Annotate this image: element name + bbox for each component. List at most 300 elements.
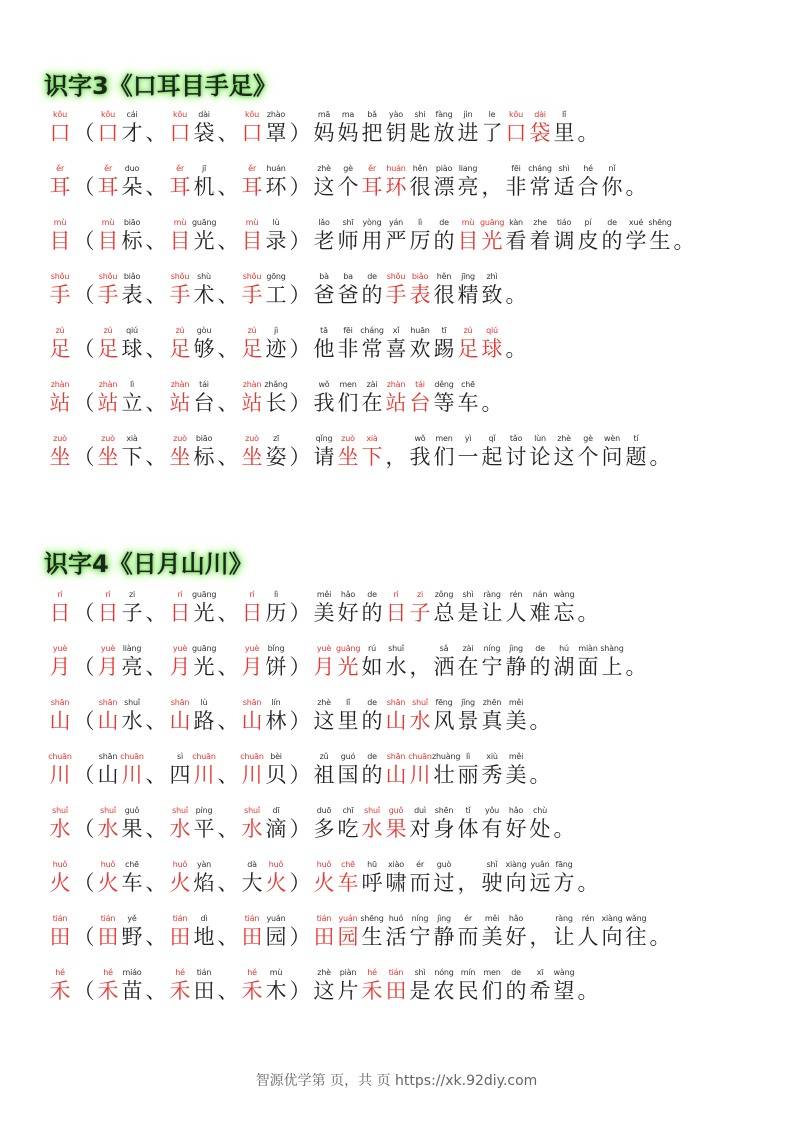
hanzi: 下 (121, 445, 143, 469)
char-unit (456, 164, 480, 200)
char-unit (384, 164, 408, 200)
hanzi: 田 (97, 925, 119, 949)
hanzi: 耳 (361, 175, 383, 199)
char-unit (528, 434, 552, 470)
pinyin: lì (465, 752, 471, 761)
char-unit (504, 968, 528, 1004)
pinyin (144, 326, 168, 336)
hanzi: 水 (361, 817, 383, 841)
pinyin: zuò (53, 434, 67, 443)
hanzi: 、 (145, 817, 167, 841)
pinyin: xiào (388, 860, 404, 869)
hanzi: 常 (529, 175, 551, 199)
pinyin: huǒ (100, 860, 116, 869)
pinyin: fēi (343, 326, 353, 335)
hanzi: 人 (505, 601, 527, 625)
pinyin: lù (272, 218, 280, 227)
text-line (48, 968, 600, 1004)
pinyin: dài (534, 110, 546, 119)
hanzi: 这 (553, 445, 575, 469)
hanzi: ， (529, 925, 551, 949)
pinyin: xiù (486, 752, 498, 761)
hanzi: 忘 (553, 601, 575, 625)
pinyin: bà (319, 272, 329, 281)
pinyin (288, 326, 312, 336)
hanzi: 你 (601, 175, 623, 199)
char-unit (552, 164, 576, 200)
pinyin (216, 968, 240, 978)
hanzi: 丽 (457, 763, 479, 787)
char-unit (456, 590, 480, 626)
pinyin: de (511, 968, 521, 977)
hanzi: 、 (145, 871, 167, 895)
char-unit (288, 218, 312, 254)
hanzi: 是 (457, 601, 479, 625)
char-unit (288, 326, 312, 362)
pinyin: fāng (555, 860, 573, 869)
pinyin: mù (269, 968, 283, 977)
char-unit (144, 806, 168, 842)
hanzi: 的 (601, 229, 623, 253)
hanzi: 下 (361, 445, 383, 469)
char-unit (312, 326, 336, 362)
hanzi: 洒 (433, 655, 455, 679)
hanzi: 国 (337, 763, 359, 787)
hanzi: 火 (169, 871, 191, 895)
pinyin: bǎ (367, 110, 377, 119)
hanzi: 农 (433, 979, 455, 1003)
hanzi: 滴 (265, 817, 287, 841)
pinyin (552, 806, 576, 816)
char-unit (648, 218, 672, 254)
char-unit (288, 914, 312, 950)
char-unit (360, 380, 384, 416)
hanzi: 月 (97, 655, 119, 679)
char-unit (144, 752, 168, 788)
pinyin: hé (55, 968, 65, 977)
char-unit (144, 272, 168, 308)
char-unit (168, 380, 192, 416)
pinyin: mù (461, 218, 475, 227)
char-unit (120, 752, 144, 788)
hanzi: 四 (169, 763, 191, 787)
pinyin (144, 272, 168, 282)
hanzi: （ (73, 337, 95, 361)
hanzi: 朵 (121, 175, 143, 199)
hanzi: 非 (505, 175, 527, 199)
hanzi: 过 (433, 871, 455, 895)
char-unit (408, 590, 432, 626)
pinyin: bǐng (267, 644, 285, 653)
char-unit (552, 914, 576, 950)
pinyin (216, 218, 240, 228)
hanzi: 姿 (265, 445, 287, 469)
char-unit (216, 326, 240, 362)
pinyin: men (339, 380, 357, 389)
pinyin: lì (417, 218, 423, 227)
char-unit (144, 698, 168, 734)
char-unit (336, 698, 360, 734)
char-unit (312, 752, 336, 788)
hanzi: 、 (217, 601, 239, 625)
hanzi: 月 (313, 655, 335, 679)
hanzi: 光 (193, 229, 215, 253)
char-unit (384, 698, 408, 734)
hanzi: 大 (241, 871, 263, 895)
pinyin: ér (464, 914, 472, 923)
pinyin: qǐ (488, 434, 496, 443)
char-unit (360, 590, 384, 626)
char-unit (480, 860, 504, 896)
char-unit (576, 110, 600, 146)
char-unit (336, 752, 360, 788)
pinyin: miáo (122, 968, 142, 977)
pinyin (72, 644, 96, 654)
char-unit (576, 968, 600, 1004)
hanzi: 火 (49, 871, 71, 895)
char-unit (456, 326, 480, 362)
char-unit (312, 698, 336, 734)
hanzi: 的 (433, 229, 455, 253)
pinyin: yào (389, 110, 403, 119)
pinyin: xiàng (505, 860, 527, 869)
char-unit (312, 164, 336, 200)
pinyin: de (367, 272, 377, 281)
hanzi: 光 (481, 229, 503, 253)
hanzi: 非 (337, 337, 359, 361)
hanzi: 里 (553, 121, 575, 145)
char-unit (72, 644, 96, 680)
pinyin (72, 218, 96, 228)
hanzi: 林 (265, 709, 287, 733)
pinyin: men (435, 434, 453, 443)
hanzi: 民 (457, 979, 479, 1003)
char-unit (264, 590, 288, 626)
pinyin (576, 590, 600, 600)
char-unit (384, 968, 408, 1004)
hanzi: ） (289, 391, 311, 415)
char-unit (240, 272, 264, 308)
hanzi: 起 (481, 445, 503, 469)
char-unit (72, 968, 96, 1004)
char-unit (432, 164, 456, 200)
char-unit (336, 380, 360, 416)
pinyin: dài (198, 110, 210, 119)
char-unit (504, 434, 528, 470)
char-unit (240, 806, 264, 842)
pinyin: shēn (434, 806, 454, 815)
hanzi: 表 (409, 283, 431, 307)
pinyin: ér (416, 860, 424, 869)
char-unit (96, 698, 120, 734)
hanzi: 论 (529, 445, 551, 469)
char-unit (600, 644, 624, 680)
char-unit (480, 434, 504, 470)
hanzi: 、 (217, 871, 239, 895)
char-unit (432, 698, 456, 734)
char-unit (576, 164, 600, 200)
pinyin: piào (435, 164, 453, 173)
pinyin: shǒu (386, 272, 406, 281)
char-unit (48, 110, 72, 146)
char-unit (432, 272, 456, 308)
pinyin: ěr (104, 164, 112, 173)
char-unit (264, 326, 288, 362)
pinyin: shì (414, 968, 426, 977)
hanzi: 我 (409, 445, 431, 469)
pinyin: shǒu (50, 272, 70, 281)
char-unit (264, 860, 288, 896)
hanzi: 好 (337, 601, 359, 625)
pinyin (384, 434, 408, 444)
hanzi: 手 (241, 283, 263, 307)
hanzi: 。 (649, 925, 671, 949)
char-unit (408, 218, 432, 254)
char-unit (360, 860, 384, 896)
pinyin: huǒ (172, 860, 188, 869)
char-unit (144, 968, 168, 1004)
hanzi: 口 (169, 121, 191, 145)
char-unit (456, 272, 480, 308)
hanzi: 。 (505, 337, 527, 361)
hanzi: 喜 (385, 337, 407, 361)
pinyin: zuò (101, 434, 115, 443)
hanzi: 山 (49, 709, 71, 733)
hanzi: 坐 (169, 445, 191, 469)
hanzi: 坐 (97, 445, 119, 469)
char-unit (480, 326, 504, 362)
pinyin: huǒ (52, 860, 68, 869)
pinyin: shān (98, 698, 118, 707)
hanzi: 的 (361, 763, 383, 787)
pinyin: jìng (437, 914, 451, 923)
char-unit (504, 644, 528, 680)
char-unit (288, 272, 312, 308)
hanzi: （ (73, 925, 95, 949)
hanzi: ） (289, 709, 311, 733)
hanzi: 禾 (97, 979, 119, 1003)
pinyin: rì (393, 590, 399, 599)
pinyin: shān (50, 698, 70, 707)
char-unit (192, 968, 216, 1004)
char-unit (168, 698, 192, 734)
hanzi: 老 (313, 229, 335, 253)
hanzi: 台 (409, 391, 431, 415)
hanzi: 历 (265, 601, 287, 625)
char-unit (168, 434, 192, 470)
char-unit (456, 218, 480, 254)
hanzi: ） (289, 655, 311, 679)
pinyin: fàng (435, 110, 453, 119)
char-unit (264, 914, 288, 950)
pinyin: kǒu (173, 110, 187, 119)
footer-watermark: 智源优学第 页，共 页 https://xk.92diy.com (255, 1073, 538, 1089)
hanzi: 果 (121, 817, 143, 841)
pinyin (288, 968, 312, 978)
hanzi: 平 (193, 817, 215, 841)
pinyin: shuǐ (244, 806, 260, 815)
pinyin: hé (103, 968, 113, 977)
char-unit (336, 914, 360, 950)
char-unit (96, 326, 120, 362)
pinyin (72, 698, 96, 708)
pinyin: mù (245, 218, 259, 227)
char-unit (96, 860, 120, 896)
char-unit (120, 218, 144, 254)
char-unit (624, 434, 648, 470)
char-unit (96, 914, 120, 950)
pinyin: zhǎng (264, 380, 288, 389)
hanzi: （ (73, 229, 95, 253)
hanzi: 园 (265, 925, 287, 949)
pinyin (408, 644, 432, 654)
hanzi: 真 (481, 709, 503, 733)
pinyin: měi (508, 752, 524, 761)
pinyin (216, 644, 240, 654)
pinyin (504, 326, 528, 336)
text-line (48, 380, 504, 416)
pinyin: níng (411, 914, 429, 923)
text-line (48, 272, 528, 308)
char-unit (432, 752, 461, 788)
hanzi: 、 (217, 337, 239, 361)
char-unit (408, 860, 432, 896)
pinyin (144, 752, 168, 762)
char-unit (360, 806, 384, 842)
pinyin (72, 590, 96, 600)
char-unit (144, 326, 168, 362)
hanzi: 川 (49, 763, 71, 787)
pinyin: rì (105, 590, 111, 599)
char-unit (384, 218, 408, 254)
char-unit (456, 914, 480, 950)
char-unit (360, 752, 384, 788)
hanzi: 厉 (409, 229, 431, 253)
pinyin (144, 968, 168, 978)
char-unit (552, 590, 576, 626)
hanzi: （ (73, 763, 95, 787)
pinyin: zhēn (482, 698, 502, 707)
char-unit (120, 110, 144, 146)
pinyin: tián (388, 968, 404, 977)
pinyin: fēi (511, 164, 521, 173)
hanzi: 球 (481, 337, 503, 361)
pinyin: jīng (461, 272, 475, 281)
char-unit (288, 968, 312, 1004)
pinyin: mín (460, 968, 476, 977)
hanzi: 站 (97, 391, 119, 415)
pinyin: zú (103, 326, 113, 335)
hanzi: 美 (505, 709, 527, 733)
hanzi: 、 (217, 445, 239, 469)
pinyin: zhàn (242, 380, 262, 389)
pinyin: yuè (316, 644, 332, 653)
hanzi: 日 (169, 601, 191, 625)
hanzi: ） (289, 175, 311, 199)
pinyin: huǒ (268, 860, 284, 869)
pinyin: de (367, 752, 377, 761)
char-unit (504, 164, 528, 200)
pinyin: fēng (435, 698, 453, 707)
pinyin: tái (199, 380, 209, 389)
char-unit (336, 110, 360, 146)
hanzi: 宁 (409, 925, 431, 949)
char-unit (600, 914, 624, 950)
pinyin (576, 968, 600, 978)
char-unit (480, 698, 504, 734)
hanzi: 站 (169, 391, 191, 415)
char-unit (144, 164, 168, 200)
pinyin: gōng (266, 272, 286, 281)
pinyin: chē (461, 380, 475, 389)
hanzi: 饼 (265, 655, 287, 679)
char-unit (120, 272, 144, 308)
hanzi: 静 (433, 925, 455, 949)
char-unit (384, 326, 408, 362)
hanzi: 而 (409, 871, 431, 895)
pinyin: bèi (270, 752, 282, 761)
pinyin: liang (458, 164, 478, 173)
hanzi: 妈 (313, 121, 335, 145)
hanzi: 袋 (529, 121, 551, 145)
pinyin: chuān (240, 752, 264, 761)
pinyin: de (439, 218, 449, 227)
hanzi: 足 (457, 337, 479, 361)
pinyin: nóng (434, 968, 454, 977)
char-unit (192, 218, 216, 254)
char-unit (216, 110, 240, 146)
hanzi: 很 (409, 175, 431, 199)
pinyin (576, 860, 600, 870)
char-unit (192, 164, 216, 200)
char-unit (384, 110, 408, 146)
char-unit (264, 698, 288, 734)
char-unit (432, 380, 456, 416)
pinyin (72, 860, 96, 870)
hanzi: 山 (97, 709, 119, 733)
hanzi: 目 (49, 229, 71, 253)
char-unit (576, 218, 600, 254)
pinyin: zhàn (98, 380, 118, 389)
char-unit (432, 860, 456, 896)
char-unit (384, 380, 408, 416)
pinyin: měi (484, 914, 500, 923)
hanzi: 他 (313, 337, 335, 361)
char-unit (288, 644, 312, 680)
char-unit (216, 218, 240, 254)
char-unit (264, 806, 288, 842)
pinyin (528, 914, 552, 924)
char-unit (336, 590, 360, 626)
hanzi: 车 (337, 871, 359, 895)
pinyin: cháng (528, 164, 552, 173)
pinyin (528, 698, 552, 708)
pinyin: jì (273, 326, 279, 335)
hanzi: 在 (361, 391, 383, 415)
hanzi: 田 (49, 925, 71, 949)
pinyin: biǎo (411, 272, 429, 281)
char-unit (528, 110, 552, 146)
pinyin: le (488, 110, 496, 119)
char-unit (432, 590, 456, 626)
char-unit (216, 164, 240, 200)
char-unit (288, 860, 312, 896)
char-unit (96, 218, 120, 254)
hanzi: （ (73, 601, 95, 625)
hanzi: 。 (625, 655, 647, 679)
pinyin: hǎo (508, 914, 524, 923)
char-unit (264, 434, 288, 470)
